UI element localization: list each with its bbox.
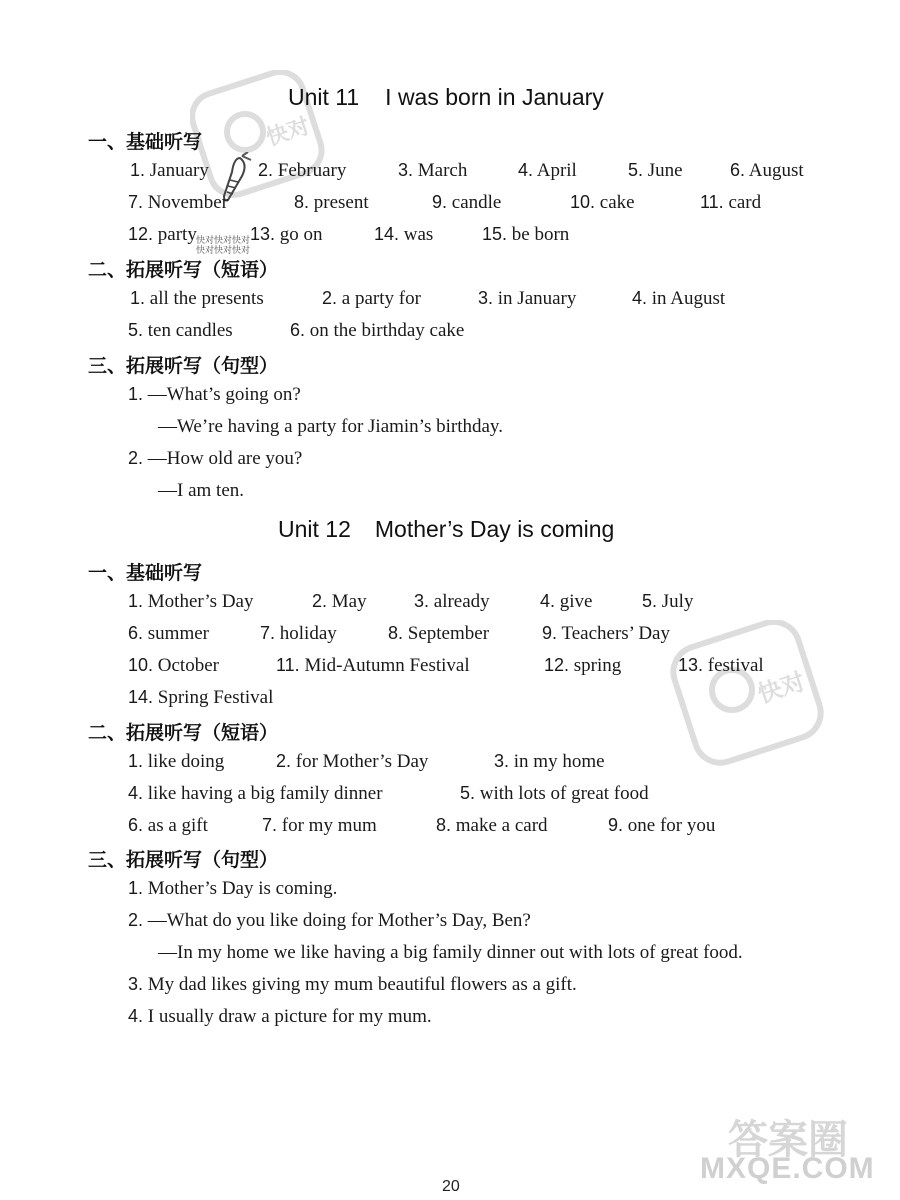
list-item — [128, 783, 383, 805]
list-item — [158, 480, 244, 502]
list-item — [128, 448, 302, 470]
list-item — [128, 815, 208, 837]
item-number: 15. — [482, 224, 508, 244]
item-text: May — [331, 591, 367, 612]
item-number: 5. — [128, 320, 144, 340]
item-number: 13. — [678, 655, 704, 675]
item-text: My dad likes giving my mum beautiful flowers as a gift. — [147, 974, 577, 995]
page-number: 20 — [442, 1178, 460, 1195]
watermark-small-text: 快对快对快对 快对快对快对 — [196, 236, 251, 256]
svg-text:快对: 快对 — [263, 113, 313, 152]
item-text: Spring Festival — [157, 687, 274, 708]
item-text: for Mother’s Day — [295, 751, 429, 772]
list-item — [388, 623, 489, 645]
list-item — [260, 623, 337, 645]
item-number: 2. — [128, 910, 144, 930]
item-text: as a gift — [147, 815, 208, 836]
item-number: 7. — [260, 623, 276, 643]
item-number: 6. — [128, 815, 144, 835]
item-text: cake — [599, 192, 635, 213]
item-text: like doing — [147, 751, 225, 772]
list-item — [128, 224, 197, 246]
item-number: 8. — [436, 815, 452, 835]
svg-text:快对: 快对 — [754, 667, 809, 709]
watermark-site-cn: 答案圈 — [728, 1117, 848, 1163]
item-number: 3. — [478, 288, 494, 308]
item-text: for my mum — [281, 815, 377, 836]
list-item — [628, 160, 683, 182]
item-number: 4. — [128, 783, 144, 803]
item-text: spring — [573, 655, 622, 676]
item-text: all the presents — [149, 288, 264, 309]
item-text: on the birthday cake — [309, 320, 465, 341]
watermark-site-en: MXQE.COM — [700, 1152, 875, 1185]
list-item — [322, 288, 421, 310]
item-text: one for you — [627, 815, 716, 836]
item-text: go on — [279, 224, 323, 245]
list-item — [128, 192, 228, 214]
item-text: be born — [511, 224, 570, 245]
item-text: June — [647, 160, 683, 181]
list-item — [398, 160, 467, 182]
item-text: give — [559, 591, 593, 612]
watermark-stamp-right — [670, 620, 830, 775]
item-number: 1. — [128, 591, 144, 611]
item-number: 12. — [544, 655, 570, 675]
item-number: 6. — [730, 160, 746, 180]
list-item — [128, 878, 337, 900]
item-number: 7. — [262, 815, 278, 835]
unit12-title-num: Unit 12 — [278, 516, 351, 542]
list-item — [128, 687, 273, 709]
item-number: 10. — [128, 655, 154, 675]
list-item — [608, 815, 715, 837]
item-text: festival — [707, 655, 764, 676]
list-item — [414, 591, 490, 613]
item-text: —What’s going on? — [147, 384, 301, 405]
list-item — [432, 192, 501, 214]
item-text: January — [149, 160, 209, 181]
item-number: 1. — [128, 751, 144, 771]
list-item — [374, 224, 433, 246]
item-text: Mother’s Day is coming. — [147, 878, 338, 899]
list-item — [276, 655, 470, 677]
unit11-section2-heading: 二、拓展听写（短语） — [88, 259, 279, 281]
unit12-title — [278, 516, 614, 543]
item-text: March — [417, 160, 468, 181]
item-number: 2. — [258, 160, 274, 180]
item-text: April — [536, 160, 577, 181]
item-text: present — [313, 192, 369, 213]
item-number: 3. — [414, 591, 430, 611]
item-text: like having a big family dinner — [147, 783, 383, 804]
list-item — [540, 591, 592, 613]
list-item — [276, 751, 428, 773]
item-number: 11. — [700, 192, 724, 212]
item-text: September — [407, 623, 490, 644]
item-number: 9. — [542, 623, 558, 643]
item-text: ten candles — [147, 320, 233, 341]
item-number: 9. — [432, 192, 448, 212]
item-text: —In my home we like having a big family dinner out with lots of great food. — [158, 942, 743, 963]
list-item — [678, 655, 764, 677]
unit11-section3-heading: 三、拓展听写（句型） — [88, 355, 279, 377]
item-number: 4. — [518, 160, 534, 180]
item-number: 11. — [276, 655, 300, 675]
list-item — [130, 288, 264, 310]
item-text: holiday — [279, 623, 337, 644]
list-item — [294, 192, 369, 214]
list-item — [128, 1006, 432, 1028]
item-number: 4. — [128, 1006, 144, 1026]
item-text: I usually draw a picture for my mum. — [147, 1006, 432, 1027]
list-item — [730, 160, 804, 182]
list-item — [128, 591, 253, 613]
item-number: 2. — [276, 751, 292, 771]
list-item — [128, 974, 577, 996]
unit11-title — [288, 84, 604, 111]
unit11-title-num: Unit 11 — [288, 84, 360, 110]
item-number: 5. — [628, 160, 644, 180]
item-number: 2. — [128, 448, 144, 468]
list-item — [312, 591, 367, 613]
item-number: 6. — [290, 320, 306, 340]
list-item — [642, 591, 693, 613]
list-item — [478, 288, 576, 310]
item-text: —I am ten. — [158, 480, 245, 501]
item-number: 4. — [540, 591, 556, 611]
list-item — [158, 416, 503, 438]
item-text: a party for — [341, 288, 421, 309]
unit12-section3-heading: 三、拓展听写（句型） — [88, 849, 279, 871]
item-text: —What do you like doing for Mother’s Day, Ben? — [147, 910, 531, 931]
item-number: 4. — [632, 288, 648, 308]
list-item — [460, 783, 649, 805]
list-item — [250, 224, 323, 246]
item-number: 8. — [388, 623, 404, 643]
list-item — [290, 320, 464, 342]
list-item — [544, 655, 621, 677]
item-number: 1. — [128, 384, 144, 404]
item-text: summer — [147, 623, 209, 644]
unit12-section1-heading: 一、基础听写 — [88, 562, 203, 584]
item-text: with lots of great food — [479, 783, 649, 804]
list-item — [700, 192, 761, 214]
item-number: 1. — [130, 160, 146, 180]
item-number: 12. — [128, 224, 154, 244]
item-number: 7. — [128, 192, 144, 212]
item-text: make a card — [455, 815, 548, 836]
list-item — [494, 751, 605, 773]
item-text: Mid-Autumn Festival — [304, 655, 470, 676]
item-number: 9. — [608, 815, 624, 835]
list-item — [128, 751, 224, 773]
item-number: 6. — [128, 623, 144, 643]
item-text: party — [157, 224, 197, 245]
item-number: 1. — [130, 288, 146, 308]
list-item — [158, 942, 743, 964]
list-item — [542, 623, 670, 645]
item-number: 2. — [322, 288, 338, 308]
item-text: card — [728, 192, 762, 213]
item-text: November — [147, 192, 228, 213]
item-text: July — [661, 591, 694, 612]
item-text: in January — [497, 288, 577, 309]
list-item — [128, 655, 219, 677]
item-number: 3. — [128, 974, 144, 994]
item-number: 5. — [460, 783, 476, 803]
list-item — [262, 815, 377, 837]
item-text: already — [433, 591, 490, 612]
list-item — [128, 910, 531, 932]
item-text: —How old are you? — [147, 448, 303, 469]
unit12-title-text: Mother’s Day is coming — [374, 516, 615, 542]
unit11-title-text: I was born in January — [385, 84, 604, 110]
item-text: —We’re having a party for Jiamin’s birthday. — [158, 416, 503, 437]
unit12-section2-heading: 二、拓展听写（短语） — [88, 722, 279, 744]
item-text: candle — [451, 192, 502, 213]
list-item — [128, 320, 233, 342]
unit11-section1-heading: 一、基础听写 — [88, 131, 203, 153]
item-text: October — [157, 655, 219, 676]
item-number: 3. — [494, 751, 510, 771]
item-number: 10. — [570, 192, 596, 212]
list-item — [518, 160, 577, 182]
item-number: 5. — [642, 591, 658, 611]
item-number: 8. — [294, 192, 310, 212]
item-number: 14. — [374, 224, 400, 244]
list-item — [570, 192, 635, 214]
item-number: 13. — [250, 224, 276, 244]
item-text: August — [748, 160, 804, 181]
item-text: Mother’s Day — [147, 591, 254, 612]
list-item — [632, 288, 725, 310]
list-item — [128, 623, 209, 645]
list-item — [258, 160, 346, 182]
list-item — [130, 160, 209, 182]
item-number: 3. — [398, 160, 414, 180]
item-number: 2. — [312, 591, 328, 611]
item-text: Teachers’ Day — [561, 623, 670, 644]
item-text: was — [403, 224, 434, 245]
list-item — [436, 815, 548, 837]
item-text: in August — [651, 288, 726, 309]
item-number: 1. — [128, 878, 144, 898]
list-item — [128, 384, 301, 406]
list-item — [482, 224, 569, 246]
item-number: 14. — [128, 687, 154, 707]
item-text: February — [277, 160, 347, 181]
item-text: in my home — [513, 751, 605, 772]
